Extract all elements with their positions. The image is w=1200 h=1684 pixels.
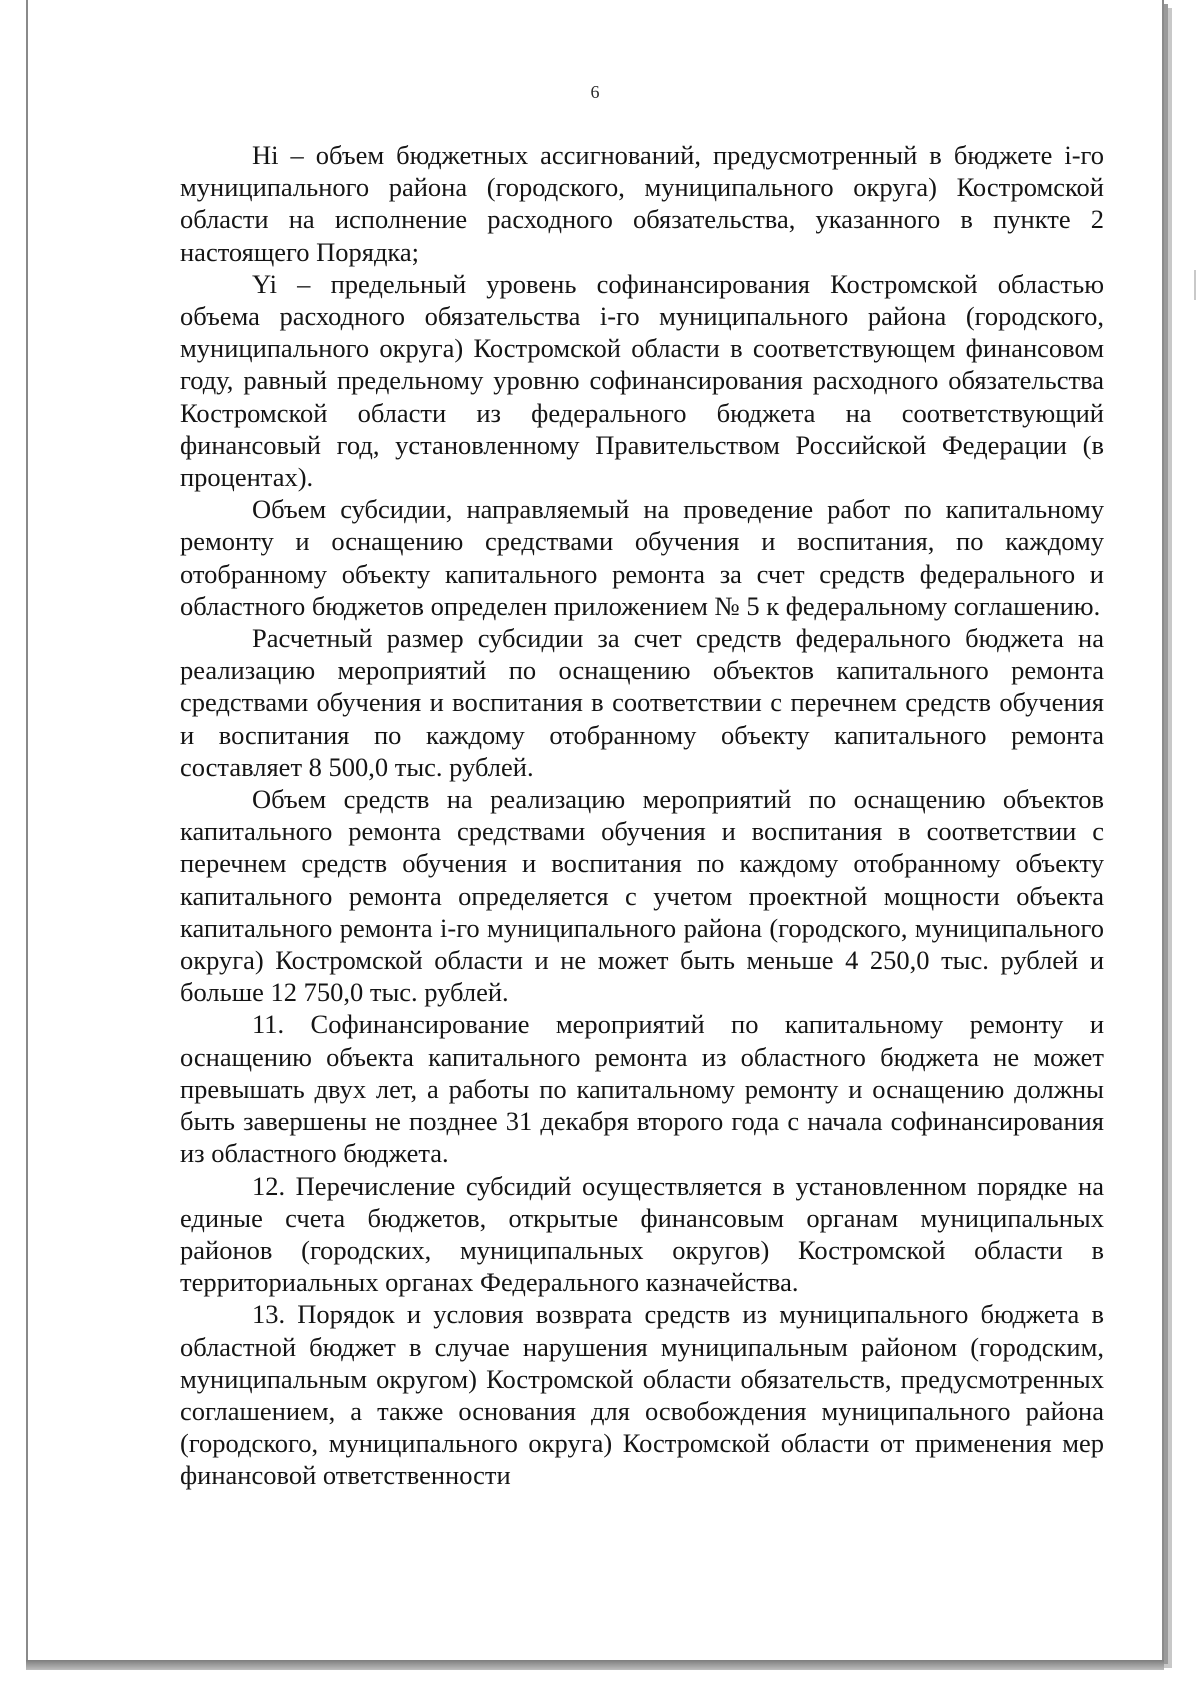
paragraph-item-13: 13. Порядок и условия возврата средств из муниципального бюджета в областной бюджет в случае нарушения муниципальным районом (городским, муниципальным округом) Костромской области обязательств, предусмотренных соглашением, а также основания для освобождения муниципального района (городского, муниципального округа) Костромской области от применения мер финансовой ответственности	[180, 1299, 1104, 1491]
paragraph-subsidy-volume: Объем субсидии, направляемый на проведение работ по капитальному ремонту и оснащению средствами обучения и воспитания, по каждому отобранному объекту капитального ремонта за счет средств федерального и областного бюджетов определен приложением № 5 к федеральному соглашению.	[180, 494, 1104, 621]
document-body	[180, 139, 1104, 1492]
paragraph-estimated-subsidy: Расчетный размер субсидии за счет средств федерального бюджета на реализацию мероприятий по оснащению объектов капитального ремонта средствами обучения и воспитания в соответствии с перечнем средств обучения и воспитания по каждому отобранному объекту капитального ремонта составляет 8 500,0 тыс. рублей.	[180, 623, 1104, 782]
paragraph-equipment-funds: Объем средств на реализацию мероприятий по оснащению объектов капитального ремонта средствами обучения и воспитания в соответствии с перечнем средств обучения и воспитания по каждому отобранному объекту капитального ремонта определяется с учетом проектной мощности объекта капитального ремонта i-го муниципального района (городского, муниципального округа) Костромской области и не может быть меньше 4 250,0 тыс. рублей и больше 12 750,0 тыс. рублей.	[180, 784, 1104, 1008]
page-bottom-edge	[26, 1660, 1164, 1670]
paragraph-yi-definition: Yi – предельный уровень софинансирования Костромской областью объема расходного обязательства i-го муниципального района (городского, муниципального округа) Костромской области в соответствующем финансовом году, равный предельному уровню софинансирования расходного обязательства Костромской области из федерального бюджета на соответствующий финансовый год, установленному Правительством Российской Федерации (в процентах).	[180, 268, 1104, 493]
paragraph-item-12: 12. Перечисление субсидий осуществляется в установленном порядке на единые счета бюджетов, открытые финансовым органам муниципальных районов (городских, муниципальных округов) Костромской области в территориальных органах Федерального казначейства.	[180, 1170, 1104, 1298]
paragraph-hi-definition: Hi – объем бюджетных ассигнований, предусмотренный в бюджете i-го муниципального района (городского, муниципального округа) Костромской области на исполнение расходного обязательства, указанного в пункте 2 настоящего Порядка;	[180, 140, 1104, 267]
page-number: 6	[590, 82, 600, 102]
paragraph-item-11: 11. Софинансирование мероприятий по капитальному ремонту и оснащению объекта капитального ремонта из областного бюджета не может превышать двух лет, а работы по капитальному ремонту и оснащению должны быть завершены не позднее 31 декабря второго года с начала софинансирования из областного бюджета.	[180, 1009, 1104, 1169]
document-page	[26, 0, 1164, 1660]
scan-mark	[1194, 270, 1196, 300]
